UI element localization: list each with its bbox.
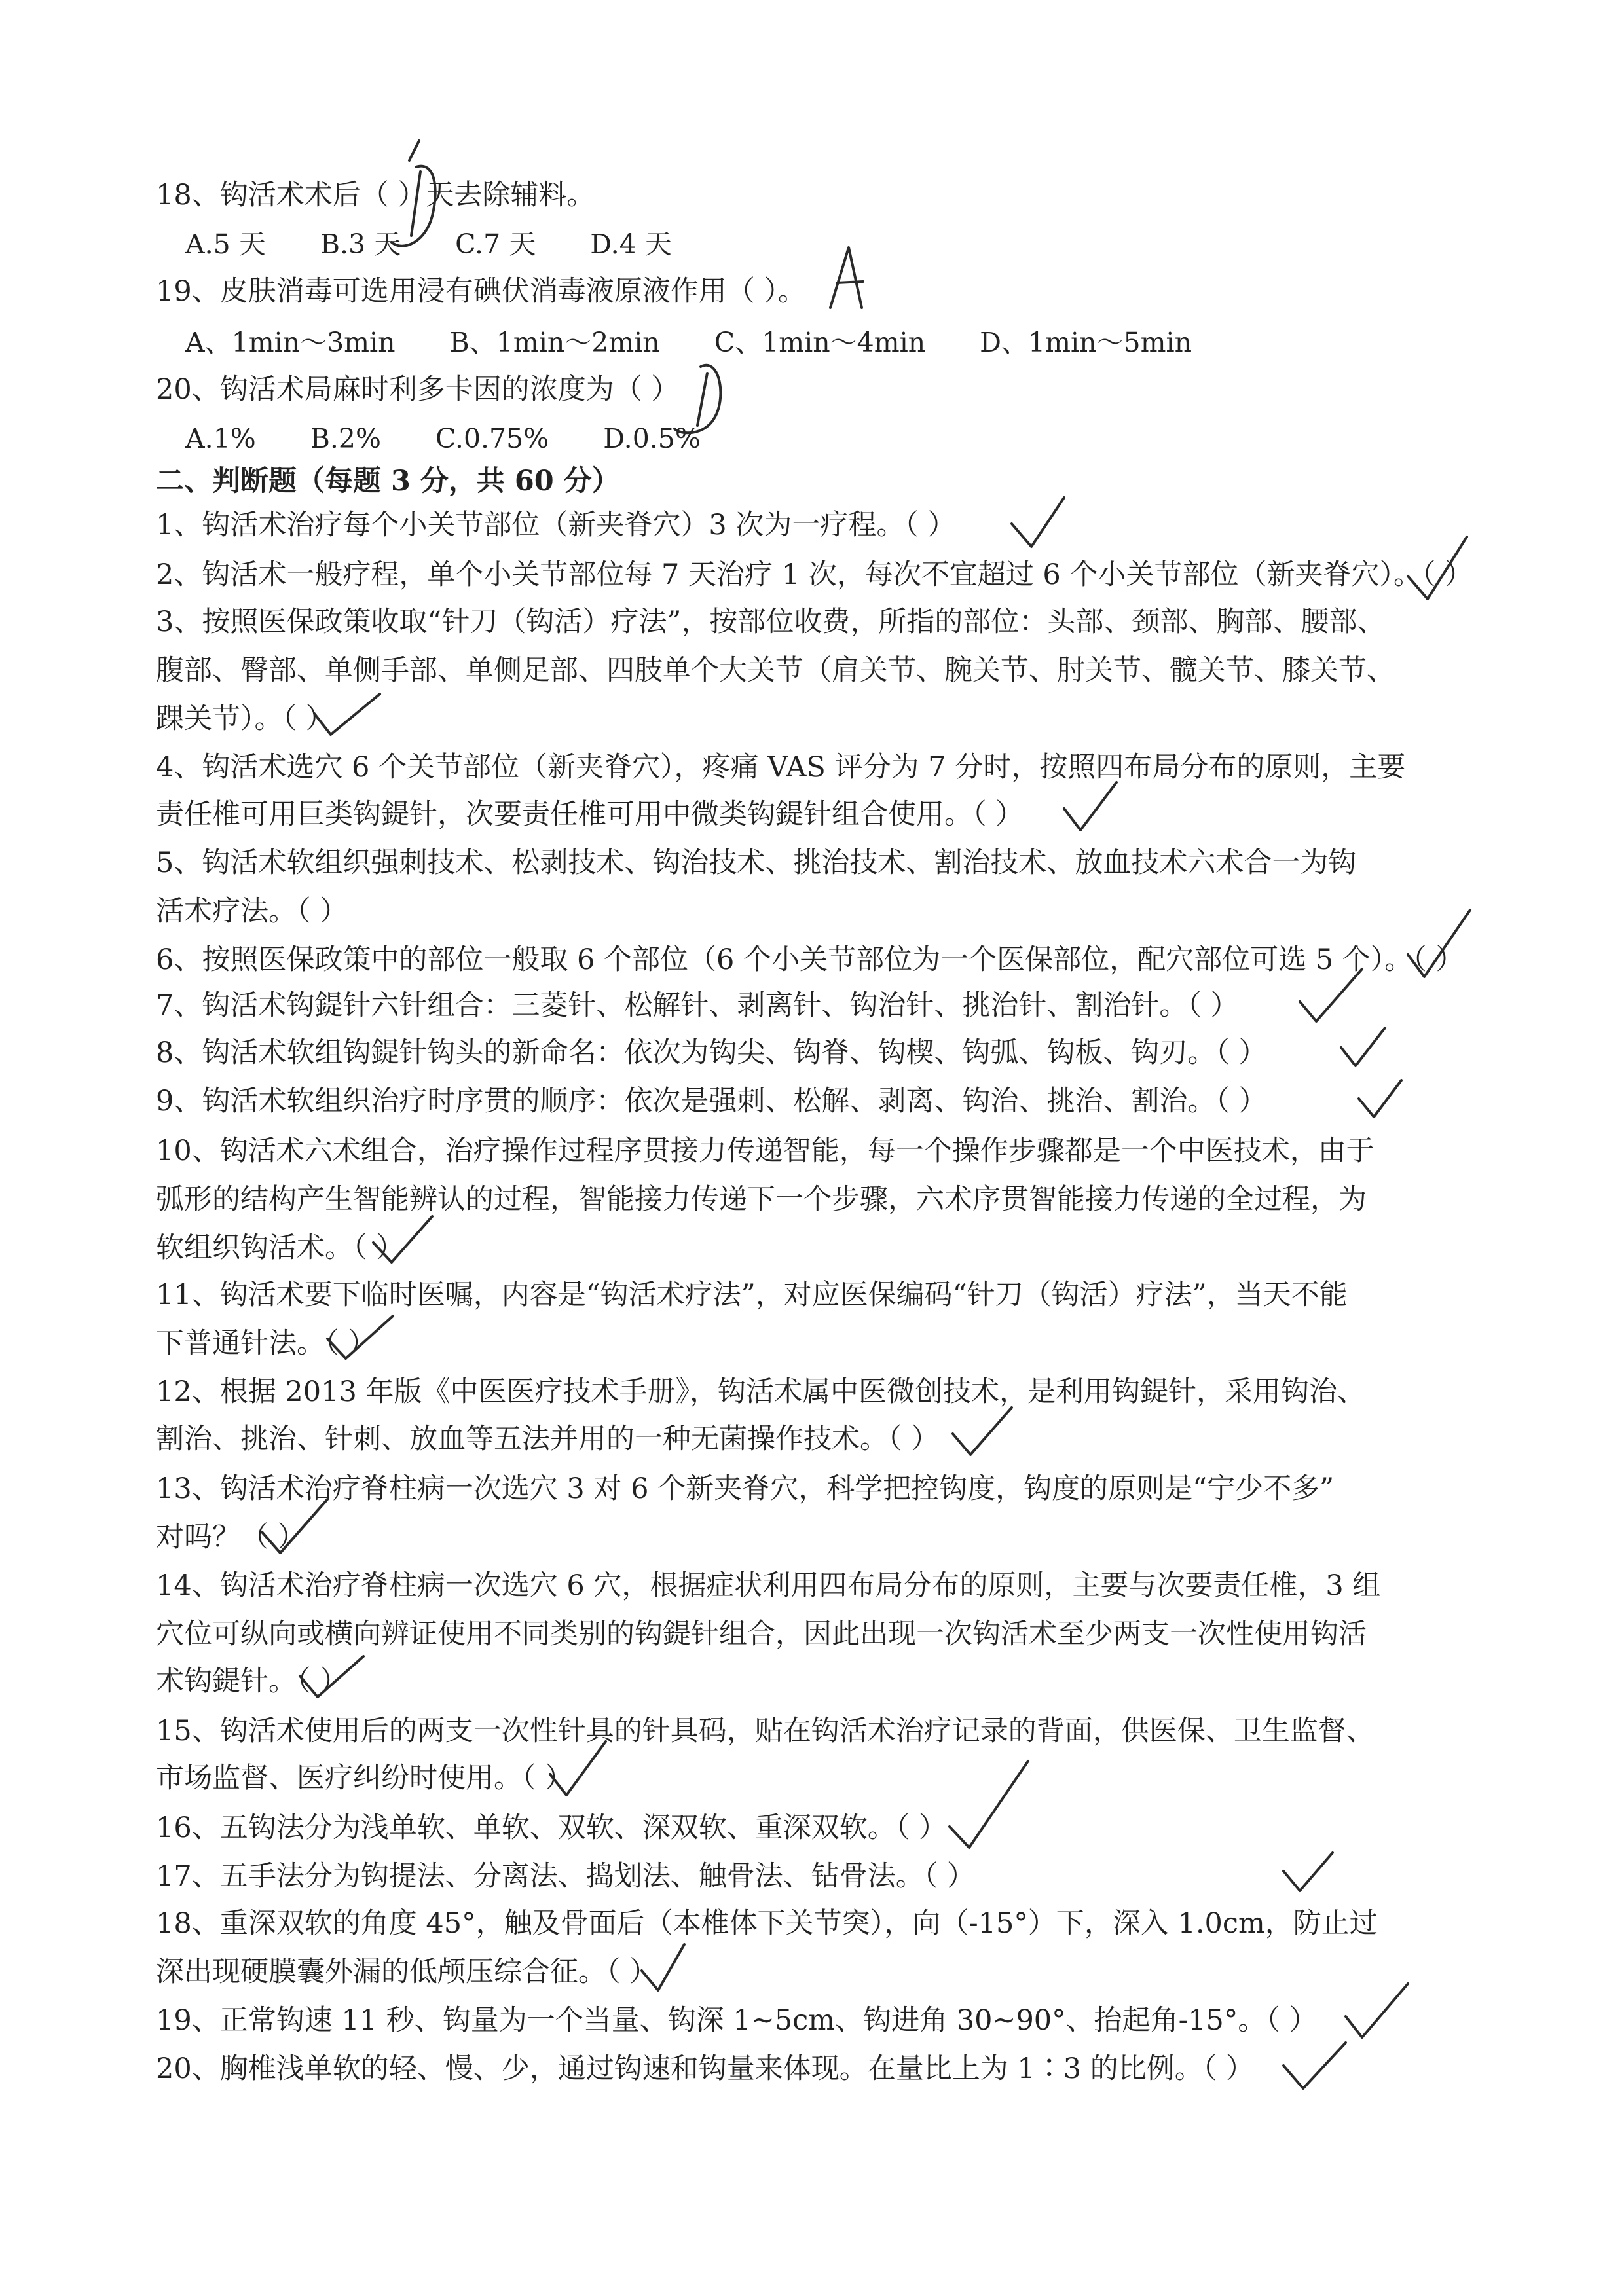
option-c: C.0.75% — [435, 423, 549, 454]
choice-q20-text: 20、钩活术局麻时利多卡因的浓度为（ ） — [156, 373, 680, 406]
option-b: B、1min～2min — [449, 327, 660, 358]
tf-line: 腹部、臀部、单侧手部、单侧足部、四肢单个大关节（肩关节、腕关节、肘关节、髋关节、膝关节、 — [156, 654, 1395, 687]
tf-line: 深出现硬膜囊外漏的低颅压综合征。（ ） — [156, 1956, 658, 1988]
tf-line: 10、钩活术六术组合，治疗操作过程序贯接力传递智能，每一个操作步骤都是一个中医技术，由于 — [156, 1135, 1375, 1167]
tf-line: 责任椎可用巨类钩鍉针，次要责任椎可用中微类钩鍉针组合使用。（ ） — [156, 798, 1024, 831]
tf-line: 8、钩活术软组钩鍉针钩头的新命名：依次为钩尖、钩脊、钩楔、钩弧、钩板、钩刃。（ ） — [156, 1036, 1267, 1069]
tf-line: 弧形的结构产生智能辨认的过程，智能接力传递下一个步骤，六术序贯智能接力传递的全过程，为 — [156, 1183, 1367, 1216]
option-b: B.3 天 — [320, 228, 401, 260]
tf-line: 7、钩活术钩鍉针六针组合：三菱针、松解针、剥离针、钩治针、挑治针、割治针。（ ） — [156, 989, 1239, 1022]
tf-line: 市场监督、医疗纠纷时使用。（ ） — [156, 1762, 574, 1795]
tf-line: 19、正常钩速 11 秒、钩量为一个当量、钩深 1~5cm、钩进角 30~90°、抬起角-15°。（ ） — [156, 2004, 1318, 2037]
option-c: C、1min～4min — [714, 327, 926, 358]
tf-line: 15、钩活术使用后的两支一次性针具的针具码，贴在钩活术治疗记录的背面，供医保、卫生监督、 — [156, 1715, 1375, 1747]
choice-q18-text: 18、钩活术术后（ ）天去除辅料。 — [156, 179, 595, 211]
option-d: D、1min～5min — [980, 327, 1192, 358]
option-a: A.5 天 — [185, 228, 266, 260]
check-mark — [1359, 1080, 1401, 1117]
tf-line: 穴位可纵向或横向辨证使用不同类别的钩鍉针组合，因此出现一次钩活术至少两支一次性使用钩活 — [156, 1618, 1367, 1650]
tf-line: 2、钩活术一般疗程，单个小关节部位每 7 天治疗 1 次，每次不宜超过 6 个小关节部位（新夹脊穴）。（ ） — [156, 558, 1473, 591]
option-c: C.7 天 — [455, 228, 536, 260]
check-mark — [1283, 2043, 1346, 2088]
check-mark — [950, 1761, 1028, 1848]
tf-line: 软组织钩活术。（ ） — [156, 1231, 405, 1264]
tf-line: 1、钩活术治疗每个小关节部位（新夹脊穴）3 次为一疗程。（ ） — [156, 509, 956, 541]
option-b: B.2% — [310, 423, 381, 454]
tf-line: 11、钩活术要下临时医嘱，内容是“钩活术疗法”，对应医保编码“针刀（钩活）疗法”，当天不能 — [156, 1279, 1348, 1311]
tf-line: 术钩鍉针。（ ） — [156, 1665, 348, 1698]
check-mark — [953, 1408, 1012, 1455]
option-a: A.1% — [185, 423, 256, 454]
option-a: A、1min～3min — [185, 327, 396, 358]
choice-q19-text: 19、皮肤消毒可选用浸有碘伏消毒液原液作用（ ）。 — [156, 275, 806, 308]
check-mark — [1064, 782, 1116, 830]
tf-line: 13、钩活术治疗脊柱病一次选穴 3 对 6 个新夹脊穴，科学把控钩度，钩度的原则是“宁少不多” — [156, 1472, 1335, 1505]
section-heading: 二、判断题（每题 3 分，共 60 分） — [156, 465, 620, 498]
option-d: D.0.5% — [603, 423, 701, 454]
tf-line: 4、钩活术选穴 6 个关节部位（新夹脊穴），疼痛 VAS 评分为 7 分时，按照四布局分布的原则，主要 — [156, 751, 1406, 784]
option-d: D.4 天 — [590, 228, 672, 260]
check-mark — [1283, 1853, 1333, 1891]
tf-line: 割治、挑治、针刺、放血等五法并用的一种无菌操作技术。（ ） — [156, 1423, 940, 1455]
check-mark — [1012, 498, 1064, 547]
tf-line: 12、根据 2013 年版《中医医疗技术手册》，钩活术属中医微创技术，是利用钩鍉针，采用钩治、 — [156, 1376, 1365, 1408]
tf-line: 下普通针法。（ ） — [156, 1327, 377, 1360]
check-mark — [1346, 1984, 1408, 2037]
handwritten-answer — [830, 247, 863, 308]
tf-line: 14、钩活术治疗脊柱病一次选穴 6 穴，根据症状利用四布局分布的原则，主要与次要责任椎，3 组 — [156, 1569, 1381, 1602]
tf-line: 踝关节）。（ ） — [156, 702, 334, 735]
tf-line: 3、按照医保政策收取“针刀（钩活）疗法”，按部位收费，所指的部位：头部、颈部、胸部、腰部、 — [156, 606, 1386, 638]
tf-line: 20、胸椎浅单软的轻、慢、少，通过钩速和钩量来体现。在量比上为 1∶3 的比例。（ ） — [156, 2052, 1254, 2085]
tf-line: 活术疗法。（ ） — [156, 895, 348, 928]
tf-line: 6、按照医保政策中的部位一般取 6 个部位（6 个小关节部位为一个医保部位，配穴部位可选 5 个）。（ ） — [156, 943, 1464, 976]
tf-line: 对吗？（ ） — [156, 1521, 306, 1554]
tf-line: 16、五钩法分为浅单软、单软、双软、深双软、重深双软。（ ） — [156, 1812, 947, 1844]
choice-q18-options — [185, 225, 718, 264]
check-mark — [1341, 1028, 1385, 1066]
choice-q19-options — [185, 323, 1238, 362]
choice-q20-options — [185, 419, 747, 458]
tf-line: 5、钩活术软组织强刺技术、松剥技术、钩治技术、挑治技术、割治技术、放血技术六术合一为钩 — [156, 847, 1357, 879]
tf-line: 17、五手法分为钩提法、分离法、捣划法、触骨法、钻骨法。（ ） — [156, 1860, 975, 1893]
tf-line: 9、钩活术软组织治疗时序贯的顺序：依次是强刺、松解、剥离、钩治、挑治、割治。（ ） — [156, 1085, 1267, 1118]
tf-line: 18、重深双软的角度 45°，触及骨面后（本椎体下关节突），向（-15°）下，深入 1.0cm，防止过 — [156, 1907, 1378, 1940]
